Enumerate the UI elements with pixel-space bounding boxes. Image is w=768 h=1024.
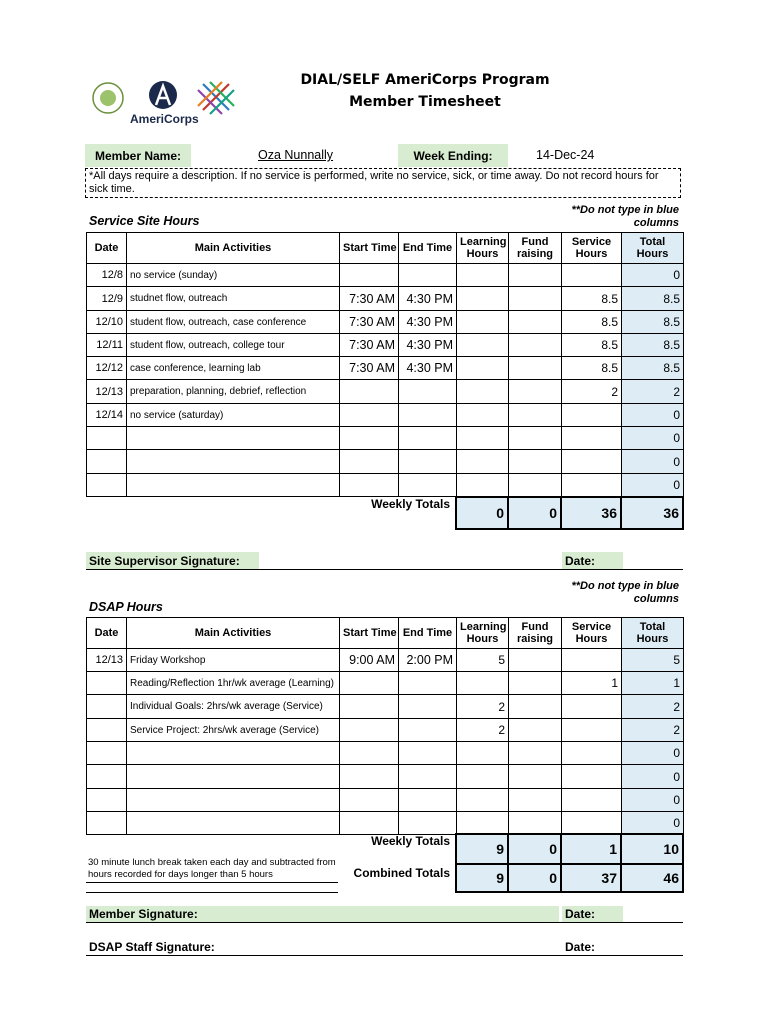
cell-date[interactable] [87, 789, 127, 812]
col-start: Start Time [340, 618, 399, 649]
cell-total: 8.5 [622, 357, 684, 380]
cell-total: 0 [622, 264, 684, 287]
cell-total: 8.5 [622, 334, 684, 357]
cell-start[interactable]: 7:30 AM [340, 334, 399, 357]
cell-fund[interactable] [509, 672, 562, 695]
cell-learning[interactable] [457, 742, 509, 765]
cell-service[interactable] [562, 719, 622, 742]
cell-learning[interactable] [457, 334, 509, 357]
col-service: Service Hours [562, 233, 622, 264]
cell-activity[interactable] [127, 427, 340, 450]
cell-date[interactable]: 12/13 [87, 380, 127, 404]
cell-start[interactable] [340, 719, 399, 742]
col-end: End Time [399, 233, 457, 264]
cell-end[interactable] [399, 474, 457, 497]
cell-learning[interactable]: 5 [457, 649, 509, 672]
table-row [87, 474, 684, 497]
cell-total: 8.5 [622, 287, 684, 311]
supervisor-date-label: Date: [562, 552, 623, 569]
cell-service[interactable]: 2 [562, 380, 622, 404]
cell-end[interactable] [399, 719, 457, 742]
cell-service[interactable] [562, 742, 622, 765]
cell-date[interactable]: 12/14 [87, 404, 127, 427]
cell-activity[interactable]: no service (saturday) [127, 404, 340, 427]
cell-total: 0 [622, 404, 684, 427]
cell-date[interactable] [87, 719, 127, 742]
cell-fund[interactable] [509, 742, 562, 765]
combined-learning: 9 [456, 864, 508, 892]
cell-service[interactable]: 8.5 [562, 334, 622, 357]
cell-fund[interactable] [509, 334, 562, 357]
lunch-note-rule [86, 892, 338, 893]
cell-activity[interactable]: student flow, outreach, college tour [127, 334, 340, 357]
cell-service[interactable]: 1 [562, 672, 622, 695]
dsap-weekly-learning: 9 [456, 834, 508, 864]
cell-end[interactable] [399, 695, 457, 719]
cell-fund[interactable] [509, 380, 562, 404]
cell-service[interactable]: 8.5 [562, 287, 622, 311]
site-weekly-totals [455, 496, 684, 530]
col-learning: Learning Hours [457, 618, 509, 649]
table-row [87, 765, 684, 789]
cell-total: 0 [622, 812, 684, 835]
table-row [87, 695, 684, 719]
dsap-weekly-totals-label: Weekly Totals [371, 834, 450, 848]
cell-start[interactable] [340, 742, 399, 765]
cell-learning[interactable] [457, 789, 509, 812]
cell-date[interactable] [87, 672, 127, 695]
col-fund: Fund raising [509, 618, 562, 649]
cell-service[interactable] [562, 264, 622, 287]
cell-end[interactable] [399, 742, 457, 765]
cell-fund[interactable] [509, 357, 562, 380]
cell-learning[interactable] [457, 404, 509, 427]
staff-signature-line[interactable] [86, 955, 683, 956]
cell-fund[interactable] [509, 311, 562, 334]
cell-date[interactable] [87, 765, 127, 789]
cell-total: 8.5 [622, 311, 684, 334]
cell-learning[interactable] [457, 812, 509, 835]
cell-start[interactable] [340, 404, 399, 427]
table-row [87, 287, 684, 311]
cell-total: 2 [622, 695, 684, 719]
logo-group [90, 78, 240, 130]
cell-end[interactable]: 4:30 PM [399, 287, 457, 311]
cell-service[interactable] [562, 404, 622, 427]
col-start: Start Time [340, 233, 399, 264]
cell-fund[interactable] [509, 719, 562, 742]
instructions-note: *All days require a description. If no service is performed, write no service, sick, or time away. Do not record hours for sick time. [85, 168, 681, 198]
member-name-value[interactable]: Oza Nunnally [258, 148, 334, 162]
cell-service[interactable] [562, 649, 622, 672]
week-ending-value[interactable]: 14-Dec-24 [536, 148, 595, 162]
cell-activity[interactable]: no service (sunday) [127, 264, 340, 287]
combined-fund: 0 [508, 864, 561, 892]
combined-service: 37 [561, 864, 621, 892]
cell-end[interactable]: 4:30 PM [399, 311, 457, 334]
cell-activity[interactable]: student flow, outreach, case conference [127, 311, 340, 334]
table-row [87, 404, 684, 427]
supervisor-signature-label: Site Supervisor Signature: [86, 552, 259, 569]
cell-learning[interactable] [457, 264, 509, 287]
cell-activity[interactable] [127, 450, 340, 474]
cell-start[interactable] [340, 264, 399, 287]
cell-service[interactable] [562, 474, 622, 497]
cell-total: 0 [622, 474, 684, 497]
cell-total: 5 [622, 649, 684, 672]
cell-service[interactable]: 8.5 [562, 357, 622, 380]
cell-fund[interactable] [509, 264, 562, 287]
combined-totals-label: Combined Totals [353, 866, 450, 880]
cell-end[interactable] [399, 765, 457, 789]
table-row [87, 812, 684, 835]
cell-activity[interactable] [127, 789, 340, 812]
cell-end[interactable] [399, 450, 457, 474]
cell-service[interactable] [562, 450, 622, 474]
cell-date[interactable] [87, 812, 127, 835]
cell-date[interactable]: 12/10 [87, 311, 127, 334]
site-weekly-service: 36 [561, 497, 621, 529]
cell-activity[interactable]: studnet flow, outreach [127, 287, 340, 311]
cell-learning[interactable] [457, 311, 509, 334]
cell-start[interactable] [340, 450, 399, 474]
cell-end[interactable]: 2:00 PM [399, 649, 457, 672]
cell-learning[interactable] [457, 450, 509, 474]
cell-learning[interactable] [457, 380, 509, 404]
cell-learning[interactable] [457, 427, 509, 450]
cell-activity[interactable]: preparation, planning, debrief, reflection [127, 380, 340, 404]
dsap-hours-table [86, 617, 684, 835]
cell-learning[interactable] [457, 672, 509, 695]
col-activities: Main Activities [127, 233, 340, 264]
cell-fund[interactable] [509, 287, 562, 311]
cell-fund[interactable] [509, 649, 562, 672]
col-date: Date [87, 618, 127, 649]
dsap-weekly-totals [455, 833, 684, 893]
cell-fund[interactable] [509, 695, 562, 719]
cell-service[interactable] [562, 765, 622, 789]
site-weekly-total: 36 [621, 497, 683, 529]
cell-date[interactable]: 12/11 [87, 334, 127, 357]
site-weekly-totals-label: Weekly Totals [371, 497, 450, 511]
cell-start[interactable] [340, 695, 399, 719]
supervisor-signature-line[interactable] [86, 569, 683, 570]
table-row [87, 357, 684, 380]
cell-start[interactable] [340, 474, 399, 497]
site-hours-table [86, 232, 684, 497]
cell-activity[interactable]: Individual Goals: 2hrs/wk average (Service) [127, 695, 340, 719]
cell-learning[interactable] [457, 357, 509, 380]
cell-date[interactable]: 12/13 [87, 649, 127, 672]
staff-signature-label: DSAP Staff Signature: [89, 940, 215, 954]
cell-end[interactable] [399, 427, 457, 450]
cell-end[interactable]: 4:30 PM [399, 357, 457, 380]
cell-activity[interactable]: Service Project: 2hrs/wk average (Service) [127, 719, 340, 742]
col-total: Total Hours [622, 618, 684, 649]
lunch-note-underline [86, 882, 338, 883]
table-row [87, 427, 684, 450]
lunch-break-note: 30 minute lunch break taken each day and subtracted from hours recorded for days longer than 5 hours [88, 857, 336, 880]
col-learning: Learning Hours [457, 233, 509, 264]
cell-activity[interactable] [127, 765, 340, 789]
table-row [87, 742, 684, 765]
cell-fund[interactable] [509, 404, 562, 427]
col-date: Date [87, 233, 127, 264]
cell-service[interactable] [562, 427, 622, 450]
col-fund: Fund raising [509, 233, 562, 264]
cell-total: 0 [622, 789, 684, 812]
cell-activity[interactable] [127, 474, 340, 497]
cell-learning[interactable]: 2 [457, 719, 509, 742]
week-ending-label: Week Ending: [398, 144, 508, 167]
cell-end[interactable] [399, 812, 457, 835]
cell-fund[interactable] [509, 812, 562, 835]
table-row [87, 264, 684, 287]
site-section-heading: Service Site Hours [89, 214, 200, 228]
page-subtitle: Member Timesheet [349, 94, 501, 110]
dsap-weekly-service: 1 [561, 834, 621, 864]
table-row [87, 789, 684, 812]
cell-start[interactable] [340, 812, 399, 835]
table-row [87, 380, 684, 404]
cell-end[interactable] [399, 264, 457, 287]
member-name-label: Member Name: [85, 144, 191, 167]
cell-fund[interactable] [509, 427, 562, 450]
site-weekly-fund: 0 [508, 497, 561, 529]
staff-date-label: Date: [565, 940, 596, 954]
cell-activity[interactable]: Reading/Reflection 1hr/wk average (Learning) [127, 672, 340, 695]
page-title: DIAL/SELF AmeriCorps Program [300, 72, 550, 88]
cell-activity[interactable] [127, 812, 340, 835]
col-activities: Main Activities [127, 618, 340, 649]
cell-total: 0 [622, 765, 684, 789]
table-row [87, 334, 684, 357]
cell-end[interactable] [399, 789, 457, 812]
cell-date[interactable] [87, 474, 127, 497]
cell-date[interactable]: 12/8 [87, 264, 127, 287]
cell-activity[interactable]: Friday Workshop [127, 649, 340, 672]
dsap-weekly-total: 10 [621, 834, 683, 864]
combined-total: 46 [621, 864, 683, 892]
cell-start[interactable]: 9:00 AM [340, 649, 399, 672]
cell-end[interactable] [399, 672, 457, 695]
cell-service[interactable]: 8.5 [562, 311, 622, 334]
cell-total: 1 [622, 672, 684, 695]
cell-date[interactable] [87, 450, 127, 474]
member-signature-label: Member Signature: [86, 906, 559, 922]
cell-start[interactable] [340, 789, 399, 812]
dsap-do-not-type-note: **Do not type in blue columns [571, 580, 679, 605]
cell-learning[interactable] [457, 474, 509, 497]
cell-fund[interactable] [509, 450, 562, 474]
col-total: Total Hours [622, 233, 684, 264]
table-row [87, 649, 684, 672]
cell-date[interactable] [87, 742, 127, 765]
cell-start[interactable]: 7:30 AM [340, 311, 399, 334]
cell-fund[interactable] [509, 765, 562, 789]
dsap-weekly-fund: 0 [508, 834, 561, 864]
cell-total: 2 [622, 719, 684, 742]
table-row [87, 450, 684, 474]
cell-total: 2 [622, 380, 684, 404]
cell-activity[interactable] [127, 742, 340, 765]
cell-total: 0 [622, 742, 684, 765]
cell-fund[interactable] [509, 474, 562, 497]
cell-activity[interactable]: case conference, learning lab [127, 357, 340, 380]
cell-learning[interactable]: 2 [457, 695, 509, 719]
cell-learning[interactable] [457, 765, 509, 789]
table-row [87, 719, 684, 742]
site-weekly-learning: 0 [456, 497, 508, 529]
cell-date[interactable]: 12/12 [87, 357, 127, 380]
cell-service[interactable] [562, 812, 622, 835]
cell-date[interactable]: 12/9 [87, 287, 127, 311]
cell-start[interactable] [340, 380, 399, 404]
cell-end[interactable] [399, 380, 457, 404]
col-end: End Time [399, 618, 457, 649]
site-do-not-type-note: **Do not type in blue columns [571, 204, 679, 229]
cell-start[interactable]: 7:30 AM [340, 287, 399, 311]
cell-start[interactable] [340, 427, 399, 450]
member-signature-line[interactable] [86, 922, 683, 923]
dsap-section-heading: DSAP Hours [89, 600, 163, 614]
cell-fund[interactable] [509, 789, 562, 812]
cell-total: 0 [622, 450, 684, 474]
cell-start[interactable] [340, 765, 399, 789]
cell-date[interactable] [87, 427, 127, 450]
cell-start[interactable] [340, 672, 399, 695]
table-row [87, 311, 684, 334]
cell-date[interactable] [87, 695, 127, 719]
cell-total: 0 [622, 427, 684, 450]
cell-start[interactable]: 7:30 AM [340, 357, 399, 380]
col-service: Service Hours [562, 618, 622, 649]
cell-service[interactable] [562, 789, 622, 812]
cell-end[interactable]: 4:30 PM [399, 334, 457, 357]
cell-end[interactable] [399, 404, 457, 427]
logo-wordmark: AmeriCorps [130, 112, 199, 126]
table-row [87, 672, 684, 695]
member-date-label: Date: [562, 906, 623, 922]
cell-service[interactable] [562, 695, 622, 719]
cell-learning[interactable] [457, 287, 509, 311]
